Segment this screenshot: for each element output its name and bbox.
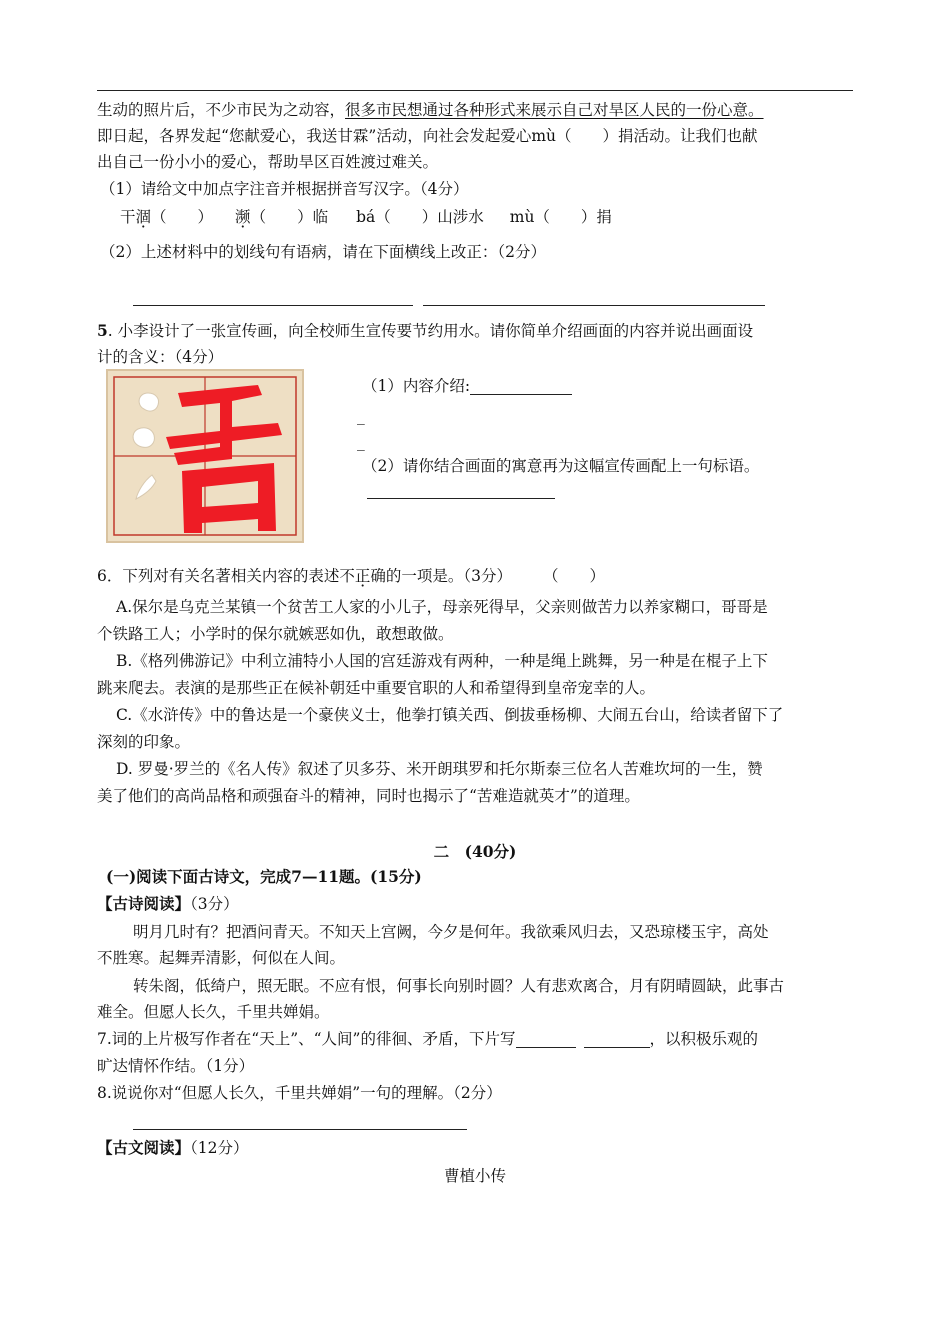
passage-line-3: 出自己一份小小的爱心，帮助旱区百姓渡过难关。 (97, 153, 439, 171)
section-title: 二 (40分) (433, 842, 517, 861)
q7-line-2: 旷达情怀作结。（1分） (97, 1057, 255, 1075)
top-rule (97, 90, 853, 91)
q4-sub1: （1）请给文中加点字注音并根据拼音写汉字。（4分） (100, 180, 469, 198)
answer-line[interactable] (367, 498, 555, 499)
dotted-char: 濒 (235, 208, 251, 226)
answer-line[interactable] (516, 1031, 576, 1048)
passage-line-1 (97, 99, 764, 121)
q6-option-d-1: D. 罗曼·罗兰的《名人传》叙述了贝多芬、米开朗琪罗和托尔斯泰三位名人苦难坎坷的一生，赞 (116, 760, 763, 778)
q4-items: 干涸（ ） 濒（ ）临 bá（ ）山涉水 mù（ ）捐 (120, 208, 612, 226)
q5-sub1: （1）内容介绍: (362, 375, 572, 397)
answer-line[interactable] (470, 378, 572, 395)
q7-line-1: 7.词的上片极写作者在“天上”、“人间”的徘徊、矛盾，下片写 ，以积极乐观的 (97, 1030, 759, 1048)
dash-mark: _ (357, 407, 365, 425)
q6-option-c-1: C.《水浒传》中的鲁达是一个豪侠义士，他拳打镇关西、倒拔垂杨柳、大闹五台山，给读者留下了 (116, 706, 784, 724)
passage-text: 生动的照片后，不少市民为之动容， (97, 101, 346, 119)
poem-heading: 【古诗阅读】（3分） (97, 894, 239, 913)
q5-sub2: （2）请你结合画面的寓意再为这幅宣传画配上一句标语。 (362, 457, 760, 475)
answer-line[interactable] (133, 1129, 467, 1130)
q6-option-d-2: 美了他们的高尚品格和顽强奋斗的精神，同时也揭示了“苦难造就英才”的道理。 (97, 787, 640, 805)
passage-line-2: 即日起，各界发起“您献爱心，我送甘霖”活动，向社会发起爱心mù（ ）捐活动。让我们也献 (97, 127, 758, 145)
prose-title: 曹植小传 (443, 1167, 506, 1185)
poster-graphic (108, 371, 302, 541)
q6-option-b-2: 跳来爬去。表演的是那些正在候补朝廷中重要官职的人和希望得到皇帝宠幸的人。 (97, 679, 656, 697)
underlined-sentence: 很多市民想通过各种形式来展示自己对旱区人民的一份心意。 (345, 101, 764, 119)
q6-option-a-1: A.保尔是乌克兰某镇一个贫苦工人家的小儿子，母亲死得早，父亲则做苦力以养家糊口，哥哥是 (116, 598, 768, 616)
q8-text: 8.说说你对“但愿人长久，千里共婵娟”一句的理解。（2分） (97, 1084, 502, 1102)
dotted-char: 涸 (135, 208, 152, 226)
q5-line-2: 计的含义：（4分） (97, 348, 224, 366)
q6-option-c-2: 深刻的印象。 (97, 733, 191, 751)
q6-stem: 6．下列对有关名著相关内容的表述不正确的一项是。（3分） （ ） (97, 567, 606, 585)
answer-line[interactable] (584, 1031, 650, 1048)
emphasis-text: 不正确 (339, 567, 386, 585)
q6-option-b-1: B.《格列佛游记》中利立浦特小人国的宫廷游戏有两种，一种是绳上跳舞，另一种是在棍子上下 (116, 652, 768, 670)
q6-option-a-2: 个铁路工人；小学时的保尔就嫉恶如仇，敢想敢做。 (97, 625, 454, 643)
answer-line[interactable] (423, 305, 765, 306)
answer-line[interactable] (133, 305, 413, 306)
poster-image (106, 369, 304, 543)
poem-line-4: 难全。但愿人长久，千里共婵娟。 (97, 1003, 330, 1021)
poem-line-3: 转朱阁，低绮户，照无眠。不应有恨，何事长向别时圆？人有悲欢离合，月有阴晴圆缺，此事古 (133, 977, 785, 995)
part-heading: (一)阅读下面古诗文，完成7—11题。(15分) (106, 867, 422, 886)
q5-line-1: 5. 小李设计了一张宣传画，向全校师生宣传要节约用水。请你简单介绍画面的内容并说出画面设 (97, 321, 754, 340)
poem-line-2: 不胜寒。起舞弄清影，何似在人间。 (97, 949, 346, 967)
q4-sub2: （2）上述材料中的划线句有语病，请在下面横线上改正：（2分） (100, 243, 546, 261)
poem-line-1: 明月几时有？把酒问青天。不知天上宫阙，今夕是何年。我欲乘风归去，又恐琼楼玉宇，高处 (133, 923, 769, 941)
prose-heading: 【古文阅读】（12分） (97, 1138, 249, 1157)
dash-mark: _ (357, 433, 365, 451)
